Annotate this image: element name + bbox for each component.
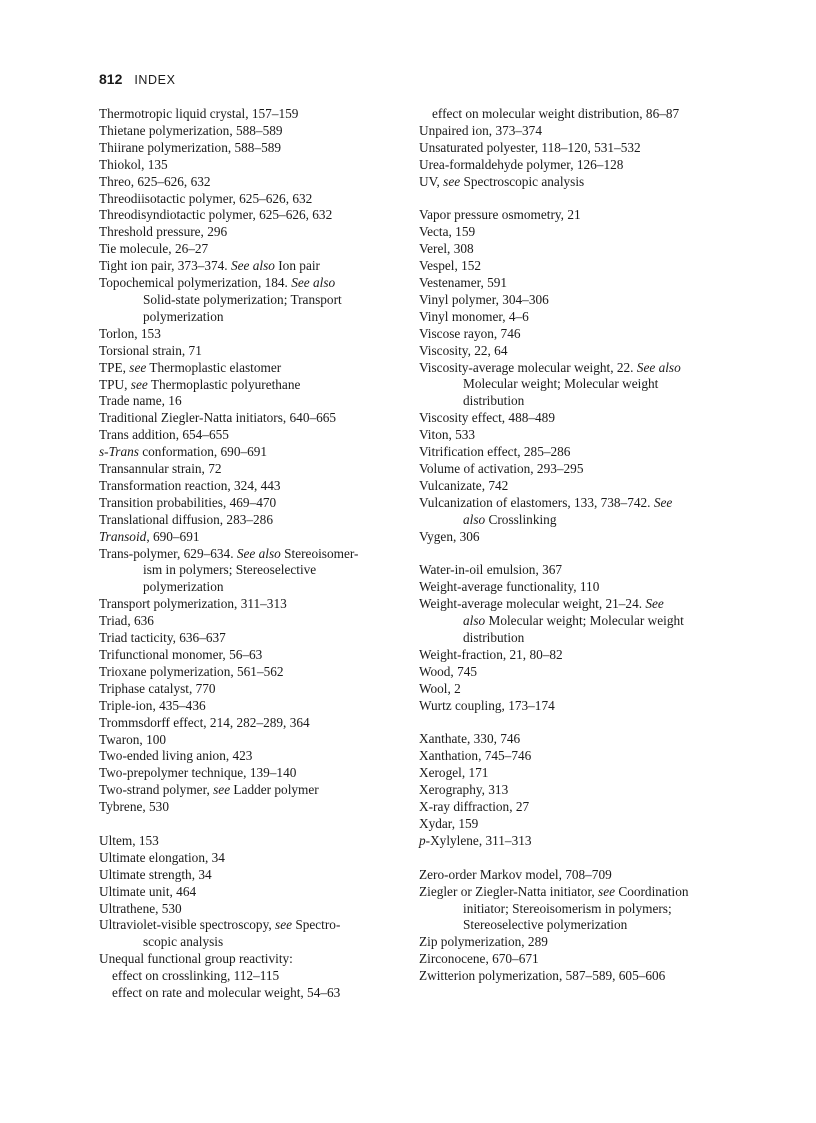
index-entry: s-Trans conformation, 690–691 xyxy=(99,444,268,460)
index-entry: Zip polymerization, 289 xyxy=(419,934,548,950)
index-entry: Twaron, 100 xyxy=(99,731,167,747)
index-entry: TPE, see Thermoplastic elastomer xyxy=(99,359,282,375)
index-entry: Xerogel, 171 xyxy=(419,765,489,781)
section-gap xyxy=(419,191,729,208)
index-entry-continuation: also Molecular weight; Molecular weight xyxy=(463,613,684,629)
index-entry: Vinyl monomer, 4–6 xyxy=(419,308,529,324)
index-entry: Unpaired ion, 373–374 xyxy=(419,122,542,138)
index-entry: Viton, 533 xyxy=(419,427,476,443)
index-entry: X-ray diffraction, 27 xyxy=(419,799,530,815)
index-entry: Volume of activation, 293–295 xyxy=(419,461,584,477)
index-entry: Wurtz coupling, 173–174 xyxy=(419,697,555,713)
index-entry: Transannular strain, 72 xyxy=(99,461,222,477)
index-entry: Trommsdorff effect, 214, 282–289, 364 xyxy=(99,714,310,730)
index-entry: Ultimate strength, 34 xyxy=(99,866,212,882)
index-entry: Trade name, 16 xyxy=(99,393,182,409)
index-entry: Transformation reaction, 324, 443 xyxy=(99,477,281,493)
index-entry: Unsaturated polyester, 118–120, 531–532 xyxy=(419,139,641,155)
index-entry: Viscosity, 22, 64 xyxy=(419,342,508,358)
index-entry-continuation: Molecular weight; Molecular weight xyxy=(463,376,659,392)
index-entry: Vecta, 159 xyxy=(419,224,476,240)
index-column-right xyxy=(419,106,729,985)
index-entry: Trifunctional monomer, 56–63 xyxy=(99,647,263,662)
index-entry-continuation: distribution xyxy=(463,393,525,409)
index-entry: Ultem, 153 xyxy=(99,832,159,848)
index-entry: UV, see Spectroscopic analysis xyxy=(419,173,585,189)
index-entry: Trans addition, 654–655 xyxy=(99,427,229,443)
index-entry: Transition probabilities, 469–470 xyxy=(99,494,277,510)
section-gap xyxy=(99,816,399,833)
index-entry-continuation: polymerization xyxy=(143,579,224,595)
index-entry: Wood, 745 xyxy=(419,663,478,679)
index-entry: Thiirane polymerization, 588–589 xyxy=(99,139,282,155)
index-entry: Viscose rayon, 746 xyxy=(419,325,521,341)
index-entry: Weight-average molecular weight, 21–24. See xyxy=(419,596,664,612)
index-entry: Viscosity-average molecular weight, 22. See also xyxy=(419,359,681,375)
index-entry: Vulcanization of elastomers, 133, 738–742. See xyxy=(419,494,673,510)
index-entry: Traditional Ziegler-Natta initiators, 640–665 xyxy=(99,410,337,426)
index-entry-continuation: distribution xyxy=(463,630,525,646)
section-gap xyxy=(419,850,729,867)
index-entry: Vespel, 152 xyxy=(419,258,482,274)
section-gap xyxy=(419,546,729,563)
index-entry: Zirconocene, 670–671 xyxy=(419,951,539,967)
index-entry: Trans-polymer, 629–634. See also Stereoisomer- xyxy=(99,545,359,561)
index-entry: Wool, 2 xyxy=(419,680,461,696)
index-entry: Triad tacticity, 636–637 xyxy=(99,630,226,646)
index-subentry: effect on molecular weight distribution, 86–87 xyxy=(432,106,680,121)
index-entry-continuation: Stereoselective polymerization xyxy=(463,917,628,933)
index-entry: Transoid, 690–691 xyxy=(99,528,200,544)
index-entry: Vinyl polymer, 304–306 xyxy=(419,291,549,307)
index-entry: Weight-fraction, 21, 80–82 xyxy=(419,646,563,662)
index-entry: Water-in-oil emulsion, 367 xyxy=(419,562,563,578)
index-entry-continuation: polymerization xyxy=(143,308,224,324)
index-entry: Xydar, 159 xyxy=(419,816,479,832)
index-entry: Xanthation, 745–746 xyxy=(419,748,532,764)
index-entry: Tie molecule, 26–27 xyxy=(99,241,209,257)
index-entry: Two-ended living anion, 423 xyxy=(99,748,253,764)
index-entry: Weight-average functionality, 110 xyxy=(419,579,600,595)
index-entry: Torlon, 153 xyxy=(99,325,161,341)
index-entry: Vulcanizate, 742 xyxy=(419,477,509,493)
index-entry-continuation: ism in polymers; Stereoselective xyxy=(143,562,317,578)
index-entry: Zero-order Markov model, 708–709 xyxy=(419,866,612,882)
index-entry: Xerography, 313 xyxy=(419,782,509,798)
index-entry: Trioxane polymerization, 561–562 xyxy=(99,663,284,679)
index-entry: Thietane polymerization, 588–589 xyxy=(99,122,283,138)
index-subentry: effect on rate and molecular weight, 54–63 xyxy=(112,985,341,1001)
index-entry: Tybrene, 530 xyxy=(99,799,169,815)
index-entry: TPU, see Thermoplastic polyurethane xyxy=(99,376,301,392)
index-entry: Ultimate elongation, 34 xyxy=(99,849,225,865)
index-entry: Vygen, 306 xyxy=(419,528,480,544)
index-entry: Threshold pressure, 296 xyxy=(99,224,228,240)
index-entry: Triphase catalyst, 770 xyxy=(99,680,216,696)
index-entry: Transport polymerization, 311–313 xyxy=(99,596,287,612)
index-entry-continuation: Solid-state polymerization; Transport xyxy=(143,291,342,307)
index-entry: Torsional strain, 71 xyxy=(99,342,202,358)
index-entry: Ziegler or Ziegler-Natta initiator, see Coordination xyxy=(419,883,689,899)
index-entry: Unequal functional group reactivity: xyxy=(99,951,293,967)
index-entry: Urea-formaldehyde polymer, 126–128 xyxy=(419,156,624,172)
index-entry: Ultraviolet-visible spectroscopy, see Spectro- xyxy=(99,917,341,933)
section-title: INDEX xyxy=(134,73,176,87)
index-entry: Two-strand polymer, see Ladder polymer xyxy=(99,782,319,798)
index-entry: Vestenamer, 591 xyxy=(419,275,508,291)
index-entry: Thiokol, 135 xyxy=(99,156,168,172)
section-gap xyxy=(419,715,729,732)
index-entry: Topochemical polymerization, 184. See also xyxy=(99,275,336,291)
index-entry: Xanthate, 330, 746 xyxy=(419,731,521,747)
index-entry: Ultrathene, 530 xyxy=(99,900,182,916)
index-entry: Ultimate unit, 464 xyxy=(99,883,197,899)
index-entry: Verel, 308 xyxy=(419,241,474,257)
index-entry: Vitrification effect, 285–286 xyxy=(419,444,571,460)
index-entry: Triad, 636 xyxy=(99,613,154,629)
index-entry: Threo, 625–626, 632 xyxy=(99,173,211,189)
index-entry: Vapor pressure osmometry, 21 xyxy=(419,207,581,223)
index-entry: Threodiisotactic polymer, 625–626, 632 xyxy=(99,190,313,206)
page-number: 812 xyxy=(99,71,123,87)
index-entry: Triple-ion, 435–436 xyxy=(99,697,206,713)
index-entry: Translational diffusion, 283–286 xyxy=(99,511,273,527)
index-entry: Viscosity effect, 488–489 xyxy=(419,410,555,426)
index-entry-continuation: initiator; Stereoisomerism in polymers; xyxy=(463,900,672,916)
index-column-left xyxy=(99,106,399,1002)
page-header xyxy=(99,71,176,89)
index-entry: Threodisyndiotactic polymer, 625–626, 632 xyxy=(99,207,333,223)
index-subentry: effect on crosslinking, 112–115 xyxy=(112,968,280,984)
index-entry-continuation: also Crosslinking xyxy=(463,511,557,527)
index-entry: Two-prepolymer technique, 139–140 xyxy=(99,765,297,781)
index-entry: Zwitterion polymerization, 587–589, 605–606 xyxy=(419,968,666,984)
index-entry-continuation: scopic analysis xyxy=(143,934,224,950)
index-entry: Tight ion pair, 373–374. See also Ion pair xyxy=(99,258,320,274)
index-entry: p-Xylylene, 311–313 xyxy=(419,832,532,848)
index-entry: Thermotropic liquid crystal, 157–159 xyxy=(99,106,299,121)
